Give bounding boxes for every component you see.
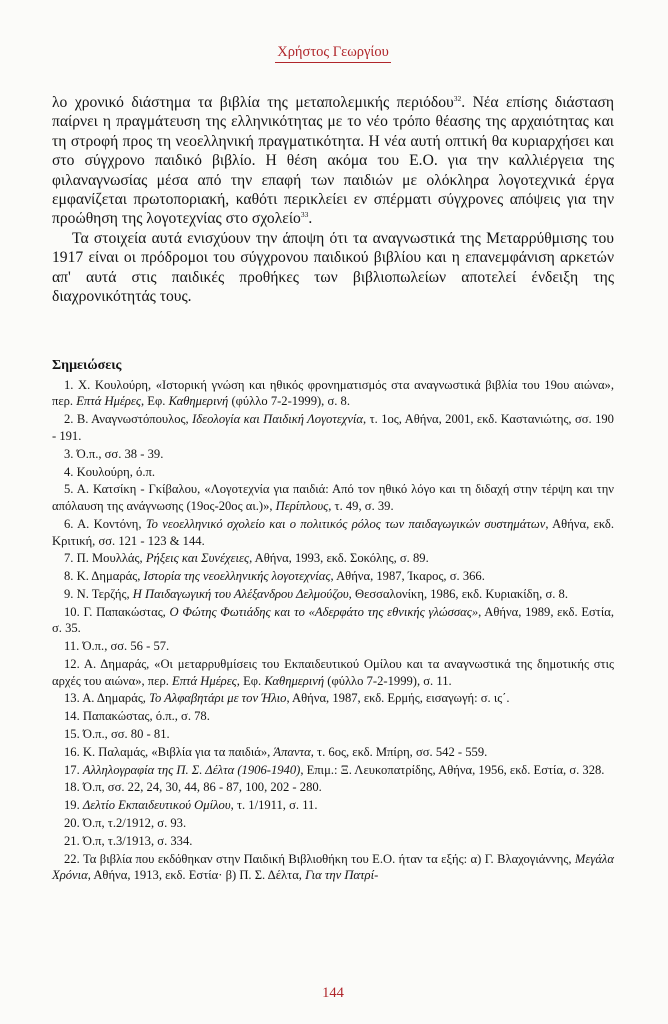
footnote-title: Καθημερινή <box>264 673 325 688</box>
footnote-title: Ο Φώτης Φωτιάδης και το «Αδερφάτο της εθνικής γλώσσας» <box>169 604 479 619</box>
footnote-item <box>52 744 614 761</box>
footnote-item <box>52 377 614 410</box>
footnote-number: 8. <box>64 569 77 584</box>
footnote-text: , Αθήνα, 1987, εκδ. Ερμής, εισαγωγή: σ. ις΄. <box>286 691 510 706</box>
footnote-title: Επτά Ημέρες <box>76 394 141 409</box>
footnote-title: Άπαντα <box>273 744 311 759</box>
footnote-text: , Εφ. <box>236 673 265 688</box>
footnote-number: 3. <box>64 446 77 461</box>
footnote-text: Κ. Δημαράς, <box>76 569 144 584</box>
running-head-text: Χρήστος Γεωργίου <box>275 44 391 63</box>
footnote-text: , τ. 1ος, Αθήνα, 2001, εκδ. Καστανιώτης, σσ. 190 - 191. <box>52 412 614 443</box>
footnote-title: Περίπλους <box>275 499 329 513</box>
footnote-text: Π. Μουλλάς, <box>76 551 146 566</box>
footnote-number: 17. <box>64 762 83 777</box>
footnote-text: , Αθήνα, 1989, εκδ. Εστία, σ. 35. <box>52 604 614 636</box>
footnote-number: 18. <box>64 780 83 795</box>
footnote-item <box>52 411 614 444</box>
footnote-number: 21. <box>64 833 83 848</box>
footnote-text: , Θεσσαλονίκη, 1986, εκδ. Κυριακίδη, σ. 8. <box>348 586 568 601</box>
footnote-text: , τ. 1/1911, σ. 11. <box>230 798 318 813</box>
footnote-item <box>52 550 614 567</box>
paragraph-1-text-c: . <box>308 210 313 228</box>
paragraph-1-text-a: λο χρονικό διάστημα τα βιβλία της μεταπολεμικής περιόδου <box>52 94 454 111</box>
book-page <box>52 0 614 1024</box>
footnote-number: 14. <box>64 709 83 724</box>
footnote-text: Ό.π, τ.3/1913, σ. 334. <box>82 833 193 848</box>
footnote-text: Α. Δημαράς, <box>82 691 150 706</box>
footnote-item <box>52 833 614 850</box>
footnote-item <box>52 516 614 549</box>
footnote-item <box>52 779 614 796</box>
footnote-text: Κ. Παλαμάς, «Βιβλία για τα παιδιά», <box>82 744 274 759</box>
footnote-item <box>52 851 614 884</box>
footnote-ref-32: 32 <box>453 93 462 103</box>
footnote-item <box>52 464 614 481</box>
footnote-item <box>52 797 614 814</box>
footnote-number: 16. <box>64 744 83 759</box>
footnote-item <box>52 690 614 707</box>
footnote-text: Ό.π, τ.2/1912, σ. 93. <box>82 816 187 831</box>
footnote-text: Ό.π., σσ. 38 - 39. <box>76 446 164 461</box>
footnote-text: , Αθήνα, 1987, Ίκαρος, σ. 366. <box>330 569 485 584</box>
footnote-title: Το νεοελληνικό σχολείο και ο πολιτικός ρόλος των παιδαγωγικών συστημάτων <box>145 516 546 531</box>
footnote-number: 6. <box>64 516 78 531</box>
footnote-title: Η Παιδαγωγική του Αλέξανδρου Δελμούζου <box>132 586 349 601</box>
footnote-text: Β. Αναγνωστόπουλος, <box>76 412 193 427</box>
footnote-item <box>52 656 614 689</box>
footnote-number: 9. <box>64 586 77 601</box>
footnote-text: , Αθήνα, 1913, εκδ. Εστία· β) Π. Σ. Δέλτα, <box>87 868 306 883</box>
footnote-number: 19. <box>64 798 83 813</box>
footnote-text: , Εφ. <box>141 394 169 409</box>
footnote-text: Ό.π, σσ. 22, 24, 30, 44, 86 - 87, 100, 202 - 280. <box>82 780 322 795</box>
footnote-text: Α. Δημαράς, «Οι μεταρρυθμίσεις του Εκπαιδευτικού Ομίλου και τα αναγνωστικά της δημοτικής στις αρχές του αιώνα», περ. <box>52 656 614 688</box>
body-text <box>52 93 614 306</box>
footnote-number: 1. <box>64 377 79 392</box>
footnote-title: Ρήξεις και Συνέχειες <box>145 551 250 566</box>
footnote-ref-33: 33 <box>300 210 309 220</box>
footnote-number: 12. <box>64 656 84 671</box>
footnote-text: Τα βιβλία που εκδόθηκαν στην Παιδική Βιβλιοθήκη του Ε.Ο. ήταν τα εξής: α) Γ. Βλαχογιάννης, <box>82 851 575 866</box>
footnote-item <box>52 586 614 603</box>
footnote-item <box>52 604 614 637</box>
footnote-text: Γ. Παπακώστας, <box>83 604 170 619</box>
footnote-text: (φύλλο 7-2-1999), σ. 8. <box>228 394 351 409</box>
footnote-title: Για την Πατρί- <box>305 868 379 883</box>
footnote-item <box>52 708 614 725</box>
page-number: 144 <box>322 985 344 1001</box>
footnote-title: Αλληλογραφία της Π. Σ. Δέλτα (1906-1940) <box>82 762 301 777</box>
footnote-title: Δελτίο Εκπαιδευτικού Ομίλου <box>82 798 231 813</box>
paragraph-1 <box>52 93 614 229</box>
footnote-number: 10. <box>64 604 84 619</box>
footnote-number: 7. <box>64 551 77 566</box>
footnote-item <box>52 481 614 514</box>
notes-heading: Σημειώσεις <box>52 358 122 373</box>
paragraph-1-text-b: . Νέα επίσης διάσταση παίρνει η πραγμάτευση της ελληνικότητας με το νέο τρόπο θέασης της αρχαιότητας και τη στροφή προς τη νεοελληνική πραγματικότητα. Η νέα αυτή οπτική θα κυριαρχήσει και στο σύγχρονο παιδικό βιβλίο. Η θέση ακόμα του Ε.Ο. για την καλλιέργεια της φιλαναγνωσίας μέσα από την επαφή των παιδιών με ολόκληρα λογοτεχνικά έργα εμφανίζεται πρωτοποριακή, καθότι περικλείει εν σπέρματι σύγχρονες απόψεις για την προώθηση της λογοτεχνίας στο σχολείο <box>52 94 614 228</box>
footnote-text: (φύλλο 7-2-1999), σ. 11. <box>324 673 452 688</box>
footnote-number: 15. <box>64 727 83 742</box>
notes-list <box>52 377 614 884</box>
notes-section <box>52 358 614 884</box>
footnote-text: , τ. 6ος, εκδ. Μπίρη, σσ. 542 - 559. <box>310 744 488 759</box>
footnote-text: Παπακώστας, ό.π., σ. 78. <box>82 709 210 724</box>
footnote-title: Ιδεολογία και Παιδική Λογοτεχνία <box>192 412 364 427</box>
footnote-text: Ν. Τερζής, <box>76 586 133 601</box>
footnote-text: Κουλούρη, ό.π. <box>76 464 155 479</box>
footnote-item <box>52 638 614 655</box>
footnote-text: , Αθήνα, 1993, εκδ. Σοκόλης, σ. 89. <box>249 551 429 566</box>
footnote-text: Ό.π., σσ. 80 - 81. <box>82 727 170 742</box>
footnote-item <box>52 446 614 463</box>
footnote-text: Α. Κοντόνη, <box>77 516 146 531</box>
footnote-text: Ό.π., σσ. 56 - 57. <box>82 639 170 654</box>
footnote-title: Μεγάλα Χρόνια <box>52 851 614 883</box>
footnote-number: 11. <box>64 639 83 654</box>
footnote-text: Α. Κατσίκη - Γκίβαλου, «Λογοτεχνία για παιδιά: Από τον ηθικό λόγο και τη διδαχή στην τέρψη και την απόλαυση της ανάγνωσης (19ος-20ος αι.)», <box>52 482 614 513</box>
footnote-number: 2. <box>64 412 77 427</box>
footnote-number: 20. <box>64 816 83 831</box>
footnote-text: , τ. 49, σ. 39. <box>328 499 394 513</box>
footnote-title: Καθημερινή <box>168 394 229 409</box>
footnote-title: Το Αλφαβητάρι με τον Ήλιο <box>149 691 287 706</box>
footnote-title: Επτά Ημέρες <box>172 673 237 688</box>
footnote-text: Χ. Κουλούρη, «Ιστορική γνώση και ηθικός φρονηματισμός στα αναγνωστικά βιβλία του 19ου αιώνα», περ. <box>52 377 614 409</box>
footnote-item <box>52 762 614 779</box>
footnote-title: Ιστορία της νεοελληνικής λογοτεχνίας <box>143 569 331 584</box>
footnote-number: 13. <box>64 691 83 706</box>
footnote-number: 22. <box>64 851 83 866</box>
running-head <box>52 44 614 61</box>
footnote-item <box>52 726 614 743</box>
footnote-text: , Αθήνα, εκδ. Κριτική, σσ. 121 - 123 & 144. <box>52 516 614 548</box>
footnote-number: 5. <box>64 482 77 497</box>
footnote-item <box>52 568 614 585</box>
footnote-number: 4. <box>64 464 77 479</box>
paragraph-2: Τα στοιχεία αυτά ενισχύουν την άποψη ότι τα αναγνωστικά της Μεταρρύθμισης του 1917 είναι οι πρόδρομοι του σύγχρονου παιδικού βιβλίου και η επανεμφάνιση αρκετών απ' αυτά στις παιδικές προθήκες των βιβλιοπωλείων αποτελεί ένδειξη της διαχρονικότητάς τους. <box>52 229 614 306</box>
footnote-item <box>52 815 614 832</box>
footnote-text: , Επιμ.: Ξ. Λευκοπατρίδης, Αθήνα, 1956, εκδ. Εστία, σ. 328. <box>300 762 605 777</box>
